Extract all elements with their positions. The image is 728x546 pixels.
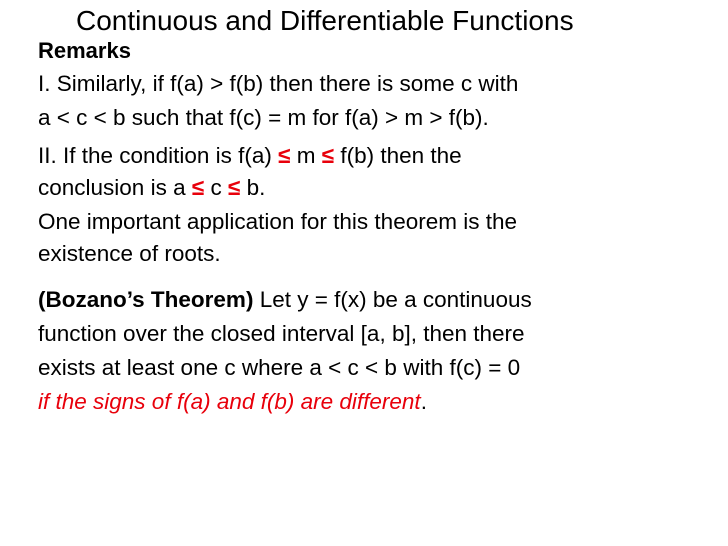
application-line2: existence of roots. bbox=[38, 241, 221, 266]
slide-title: Continuous and Differentiable Functions bbox=[76, 5, 574, 36]
remark2-text-c: f(b) then the bbox=[334, 143, 462, 168]
theorem-name: (Bozano’s Theorem) bbox=[38, 287, 254, 312]
application-line1: One important application for this theorem is the bbox=[38, 209, 517, 234]
leq-symbol: ≤ bbox=[321, 143, 335, 168]
theorem-line1 bbox=[38, 286, 532, 314]
remark2-text-a: II. If the condition is f(a) bbox=[38, 143, 279, 168]
theorem-line4 bbox=[38, 388, 427, 416]
leq-symbol: ≤ bbox=[278, 143, 291, 168]
remark2-text-b: m bbox=[290, 143, 322, 168]
theorem-text: Let y = f(x) be a continuous bbox=[253, 287, 532, 312]
theorem-line2: function over the closed interval [a, b], then there bbox=[38, 321, 525, 346]
remark2-text-d: conclusion is a bbox=[38, 175, 192, 200]
remark2-line2 bbox=[38, 174, 265, 202]
remark2-line1 bbox=[38, 142, 462, 170]
theorem-condition: if the signs of f(a) and f(b) are different bbox=[38, 389, 421, 414]
theorem-line3: exists at least one c where a < c < b with f(c) = 0 bbox=[38, 355, 521, 380]
remark2-text-e: c bbox=[204, 175, 228, 200]
leq-symbol: ≤ bbox=[191, 175, 205, 200]
remarks-heading: Remarks bbox=[38, 38, 131, 63]
theorem-period: . bbox=[420, 389, 427, 414]
remark2-text-f: b. bbox=[240, 175, 266, 200]
remark1-line1: I. Similarly, if f(a) > f(b) then there is some c with bbox=[38, 71, 519, 96]
leq-symbol: ≤ bbox=[227, 175, 241, 200]
remark1-line2: a < c < b such that f(c) = m for f(a) > m > f(b). bbox=[38, 105, 489, 130]
